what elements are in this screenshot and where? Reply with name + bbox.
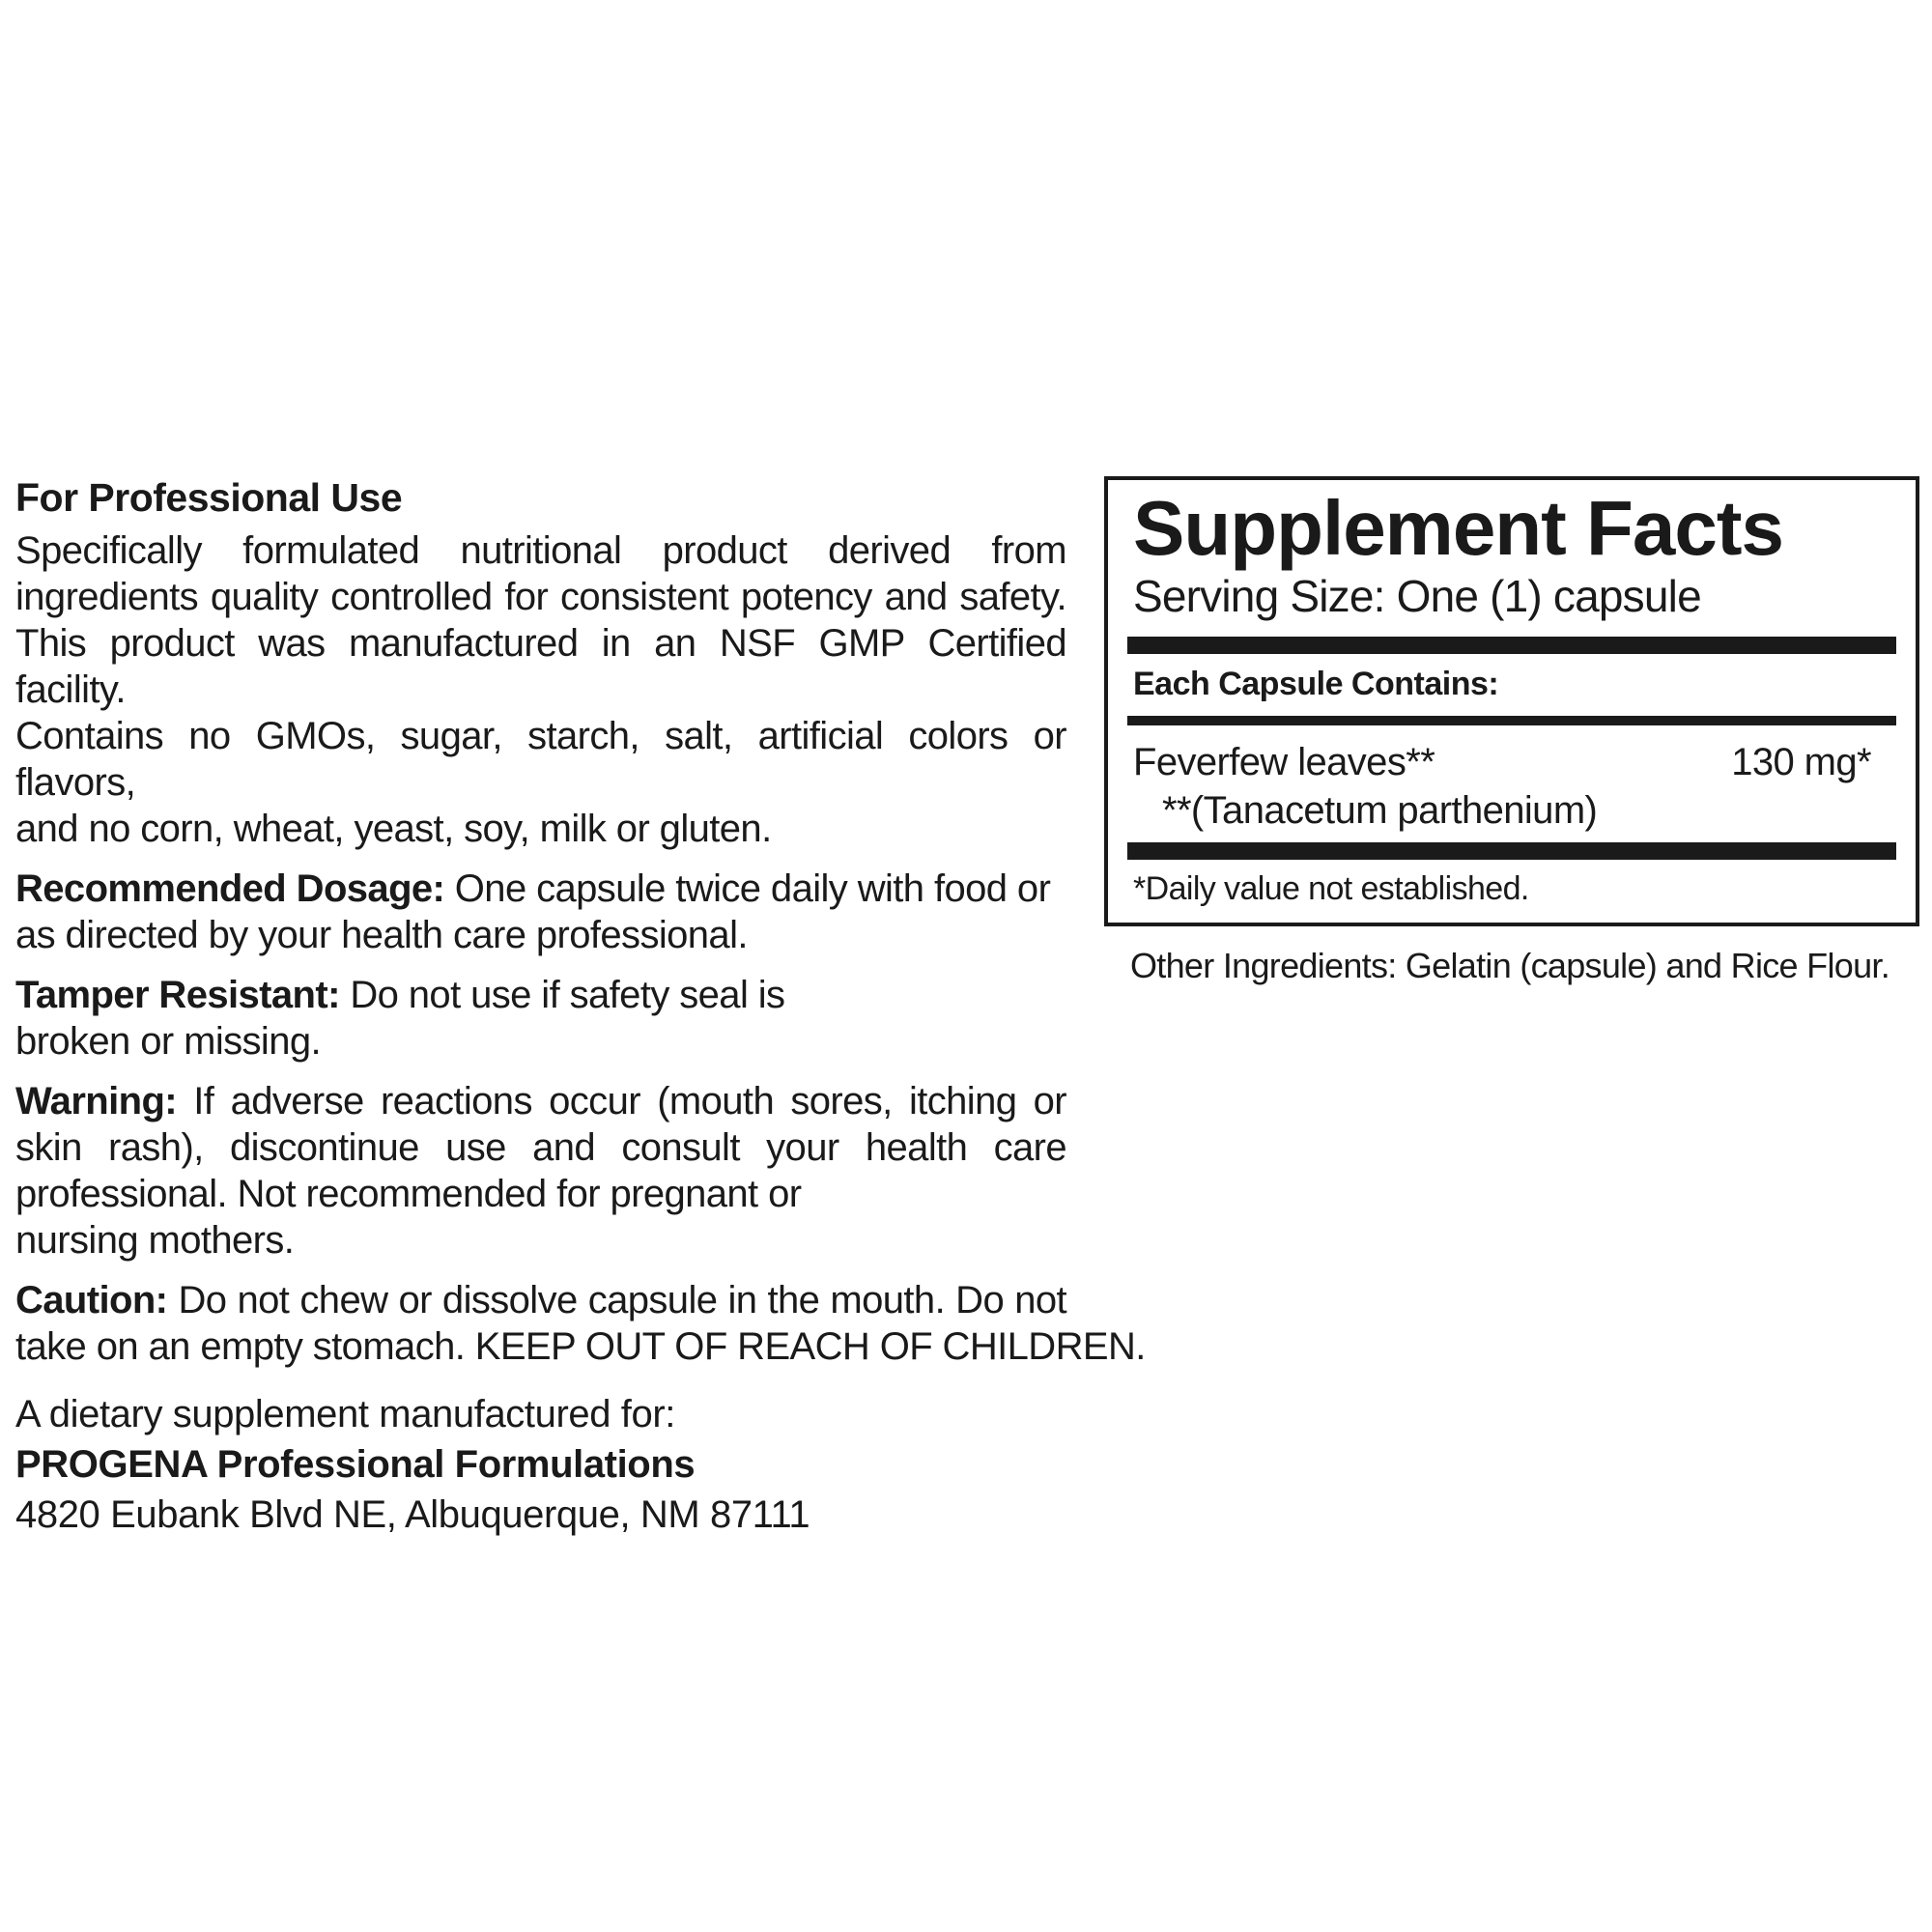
ingredient-name: Feverfew leaves** — [1133, 741, 1435, 783]
dosage-label: Recommended Dosage: — [15, 867, 445, 910]
label-info-column — [15, 464, 1146, 1540]
intro-line: Contains no GMOs, sugar, starch, salt, artificial colors or flavors, — [15, 715, 1066, 804]
intro-paragraph — [15, 527, 1066, 852]
intro-line: and no corn, wheat, yeast, soy, milk or gluten. — [15, 808, 772, 850]
ingredient-row — [1133, 735, 1871, 789]
intro-line: ingredients quality controlled for consistent potency and safety. — [15, 576, 1066, 618]
supplement-facts-title: Supplement Facts — [1133, 485, 1784, 571]
warning-label: Warning: — [15, 1080, 178, 1122]
warning-text: nursing mothers. — [15, 1219, 295, 1262]
professional-use-heading: For Professional Use — [15, 475, 403, 520]
manufacturer-intro: A dietary supplement manufactured for: — [15, 1393, 675, 1435]
warning-text: skin rash), discontinue use and consult your health care — [15, 1126, 1066, 1169]
thick-divider — [1127, 842, 1896, 860]
tamper-text: Do not use if safety seal is — [339, 974, 785, 1016]
ingredient-latin-name: **(Tanacetum parthenium) — [1162, 789, 1598, 832]
company-address: 4820 Eubank Blvd NE, Albuquerque, NM 87111 — [15, 1493, 810, 1536]
intro-line: This product was manufactured in an NSF GMP Certified facility. — [15, 622, 1066, 711]
manufacturer-block — [15, 1389, 1066, 1540]
daily-value-note: *Daily value not established. — [1133, 870, 1529, 907]
warning-text: professional. Not recommended for pregnant or — [15, 1173, 802, 1215]
intro-line: Specifically formulated nutritional product derived from — [15, 529, 1066, 572]
tamper-label: Tamper Resistant: — [15, 974, 340, 1016]
dosage-text: One capsule twice daily with food or — [444, 867, 1051, 910]
company-name: PROGENA Professional Formulations — [15, 1443, 696, 1486]
caution-text: take on an empty stomach. KEEP OUT OF REACH OF CHILDREN. — [15, 1325, 1146, 1368]
ingredient-amount: 130 mg* — [1731, 741, 1871, 783]
other-ingredients: Other Ingredients: Gelatin (capsule) and Rice Flour. — [1130, 946, 1890, 985]
caution-label: Caution: — [15, 1279, 168, 1321]
thick-divider — [1127, 637, 1896, 654]
caution-paragraph — [15, 1277, 1146, 1370]
thin-divider — [1127, 716, 1896, 725]
supplement-facts-panel — [1104, 476, 1919, 926]
tamper-paragraph — [15, 972, 1066, 1065]
dosage-text: as directed by your health care professional. — [15, 914, 748, 956]
warning-text: If adverse reactions occur (mouth sores, itching or — [177, 1080, 1066, 1122]
tamper-text: broken or missing. — [15, 1020, 321, 1063]
each-capsule-contains-header: Each Capsule Contains: — [1133, 666, 1499, 702]
serving-size: Serving Size: One (1) capsule — [1133, 571, 1701, 621]
dosage-paragraph — [15, 866, 1066, 958]
warning-paragraph — [15, 1078, 1066, 1264]
caution-text: Do not chew or dissolve capsule in the mouth. Do not — [167, 1279, 1066, 1321]
